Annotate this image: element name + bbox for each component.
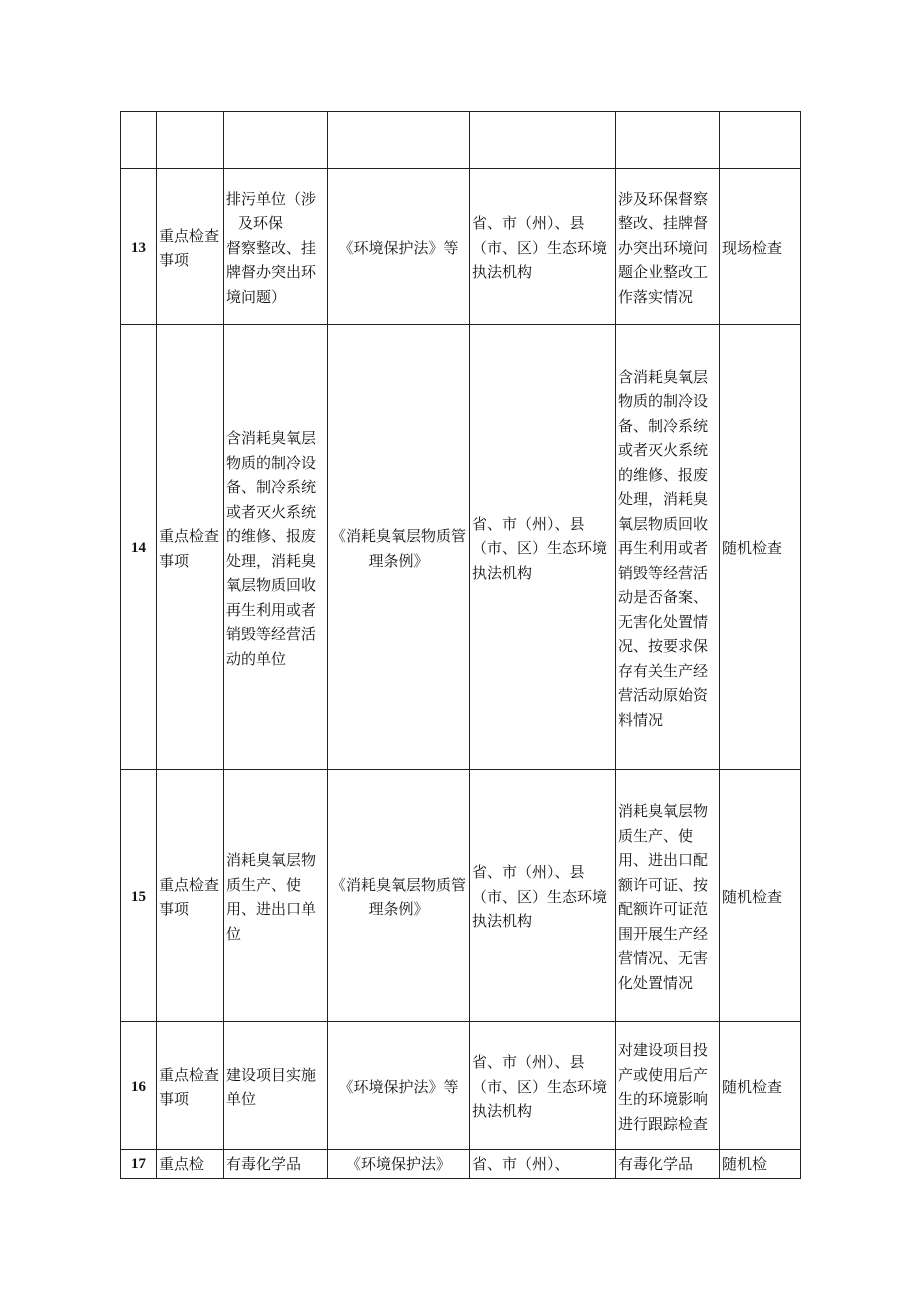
row-object: 建设项目实施单位 xyxy=(224,1022,328,1150)
row-number: 14 xyxy=(121,325,157,770)
row-object: 含消耗臭氧层物质的制冷设备、制冷系统或者灭火系统的维修、报废处理，消耗臭氧层物质回收再生利用或者销毁等经营活动的单位 xyxy=(224,325,328,770)
table-row xyxy=(121,169,801,325)
row-content: 有毒化学品 xyxy=(616,1150,720,1179)
row-number: 16 xyxy=(121,1022,157,1150)
row-object: 有毒化学品 xyxy=(224,1150,328,1179)
row-category: 重点检查事项 xyxy=(157,1022,224,1150)
row-number: 13 xyxy=(121,169,157,325)
row-basis: 《环境保护法》等 xyxy=(328,169,470,325)
table-row xyxy=(121,1022,801,1150)
table-row xyxy=(121,325,801,770)
row-basis: 《消耗臭氧层物质管理条例》 xyxy=(328,325,470,770)
table-cell xyxy=(616,112,720,169)
row-object-line: 排污单位（涉 xyxy=(226,189,317,208)
row-method: 随机检 xyxy=(720,1150,801,1179)
row-method: 随机检查 xyxy=(720,1022,801,1150)
row-content: 含消耗臭氧层物质的制冷设备、制冷系统或者灭火系统的维修、报废处理，消耗臭氧层物质回收再生利用或者销毁等经营活动是否备案、无害化处置情况、按要求保存有关生产经营活动原始资料情况 xyxy=(616,325,720,770)
row-agency: 省、市（州）、县（市、区）生态环境执法机构 xyxy=(470,770,616,1022)
table-row-header-blank xyxy=(121,112,801,169)
table-cell xyxy=(328,112,470,169)
row-content: 涉及环保督察整改、挂牌督办突出环境问题企业整改工作落实情况 xyxy=(616,169,720,325)
table-cell xyxy=(157,112,224,169)
row-object xyxy=(224,169,328,325)
row-category: 重点检查事项 xyxy=(157,325,224,770)
row-number: 17 xyxy=(121,1150,157,1179)
table-row xyxy=(121,1150,801,1179)
row-number: 15 xyxy=(121,770,157,1022)
table-cell xyxy=(121,112,157,169)
table-cell xyxy=(720,112,801,169)
row-agency: 省、市（州）、 xyxy=(470,1150,616,1179)
row-method: 随机检查 xyxy=(720,325,801,770)
table-cell xyxy=(470,112,616,169)
table-cell xyxy=(224,112,328,169)
row-agency: 省、市（州）、县（市、区）生态环境执法机构 xyxy=(470,169,616,325)
row-basis: 《消耗臭氧层物质管理条例》 xyxy=(328,770,470,1022)
row-content: 消耗臭氧层物质生产、使用、进出口配额许可证、按配额许可证范围开展生产经营情况、无害化处置情况 xyxy=(616,770,720,1022)
row-method: 现场检查 xyxy=(720,169,801,325)
inspection-table xyxy=(120,111,801,1179)
row-object-line: 督察整改、挂牌督办突出环境问题） xyxy=(226,238,317,306)
table-row xyxy=(121,770,801,1022)
row-category: 重点检查事项 xyxy=(157,770,224,1022)
row-object-line: 及环保 xyxy=(238,214,284,233)
row-agency: 省、市（州）、县（市、区）生态环境执法机构 xyxy=(470,325,616,770)
row-basis: 《环境保护法》 xyxy=(328,1150,470,1179)
row-method: 随机检查 xyxy=(720,770,801,1022)
row-basis: 《环境保护法》等 xyxy=(328,1022,470,1150)
row-object: 消耗臭氧层物质生产、使用、进出口单位 xyxy=(224,770,328,1022)
row-category: 重点检 xyxy=(157,1150,224,1179)
row-category: 重点检查事项 xyxy=(157,169,224,325)
row-content: 对建设项目投产或使用后产生的环境影响进行跟踪检查 xyxy=(616,1022,720,1150)
row-agency: 省、市（州）、县（市、区）生态环境执法机构 xyxy=(470,1022,616,1150)
